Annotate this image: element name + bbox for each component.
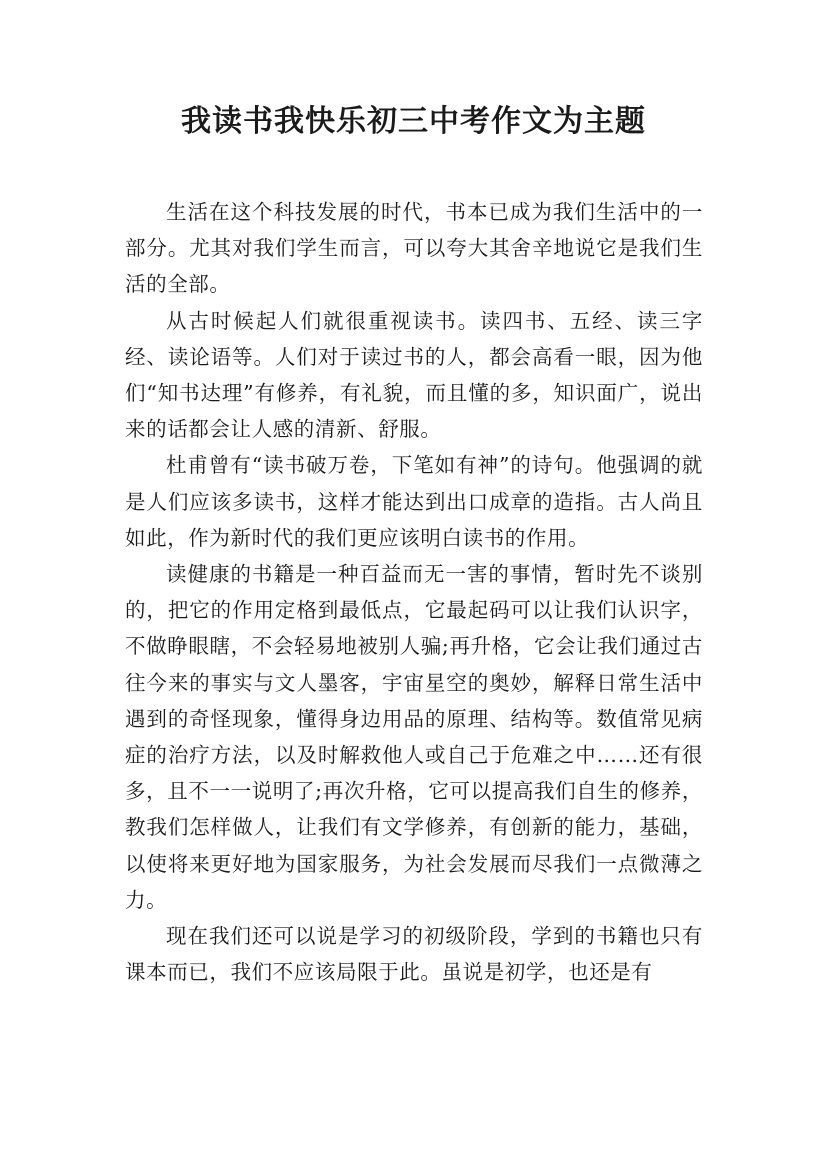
paragraph-3: 杜甫曾有“读书破万卷，下笔如有神”的诗句。他强调的就是人们应该多读书，这样才能达到出口成章的造指。古人尚且如此，作为新时代的我们更应该明白读书的作用。 bbox=[125, 453, 703, 550]
document-title: 我读书我快乐初三中考作文为主题 bbox=[181, 104, 646, 139]
paragraph-5: 现在我们还可以说是学习的初级阶段，学到的书籍也只有课本而已，我们不应该局限于此。虽说是初学，也还是有 bbox=[125, 924, 703, 985]
paragraph-2: 从古时候起人们就很重视读书。读四书、五经、读三字经、读论语等。人们对于读过书的人，都会高看一眼，因为他们“知书达理”有修养，有礼貌，而且懂的多，知识面广，说出来的话都会让人感的清新、舒服。 bbox=[125, 308, 703, 442]
document-body bbox=[125, 194, 703, 990]
paragraph-1: 生活在这个科技发展的时代，书本已成为我们生活中的一部分。尤其对我们学生而言，可以夸大其舍辛地说它是我们生活的全部。 bbox=[125, 200, 703, 297]
paragraph-4: 读健康的书籍是一种百益而无一害的事情，暂时先不谈别的，把它的作用定格到最低点，它最起码可以让我们认识字，不做睁眼瞎，不会轻易地被别人骗;再升格，它会让我们通过古往今来的事实与文人墨客，宇宙星空的奥妙，解释日常生活中遇到的奇怪现象，懂得身边用品的原理、结构等。数值常见病症的治疗方法，以及时解救他人或自己于危难之中……还有很多，且不一一说明了;再次升格，它可以提高我们自生的修养，教我们怎样做人，让我们有文学修养，有创新的能力，基础，以使将来更好地为国家服务，为社会发展而尽我们一点微薄之力。 bbox=[125, 562, 703, 912]
